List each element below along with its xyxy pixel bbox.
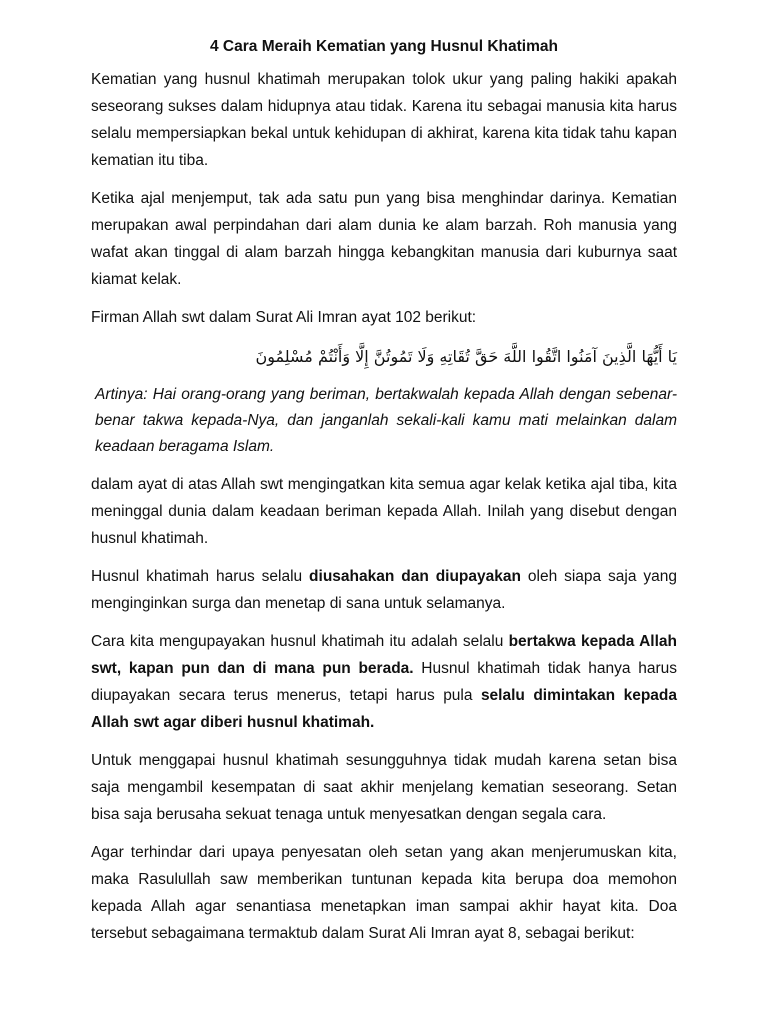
text-segment: oleh siapa saja yang menginginkan surga dan menetap di sana untuk selamanya. (91, 568, 678, 612)
bold-text: bertakwa kepada Allah swt, kapan pun dan di mana pun berada. (91, 633, 677, 677)
arabic-verse: يَا أَيُّهَا الَّذِينَ آمَنُوا اتَّقُوا اللَّهَ حَقَّ تُقَاتِهِ وَلَا تَمُوتُنَّ إِلَّا وَأَنْتُمْ مُسْلِمُونَ (255, 347, 677, 366)
text-segment: Cara kita mengupayakan husnul khatimah itu adalah selalu (91, 633, 509, 650)
paragraph-diusahakan (91, 563, 677, 617)
bold-text: selalu dimintakan kepada Allah swt agar diberi husnul khatimah. (91, 687, 677, 731)
paragraph-doa: Agar terhindar dari upaya penyesatan oleh setan yang akan menjerumuskan kita, maka Rasulullah saw memberikan tuntunan kepada kita berupa doa memohon kepada Allah agar senantiasa menetapkan iman sampai akhir hayat kita. Doa tersebut sebagaimana termaktub dalam Surat Ali Imran ayat 8, sebagai berikut: (91, 844, 677, 942)
document-title: 4 Cara Meraih Kematian yang Husnul Khatimah (210, 38, 558, 55)
paragraph-intro: Kematian yang husnul khatimah merupakan tolok ukur yang paling hakiki apakah seseorang sukses dalam hidupnya atau tidak. Karena itu sebagai manusia kita harus selalu mempersiapkan bekal untuk kehidupan di akhirat, karena kita tidak tahu kapan kematian itu tiba. (91, 71, 677, 169)
paragraph-firman: Firman Allah swt dalam Surat Ali Imran ayat 102 berikut: (91, 309, 477, 326)
text-segment: Husnul khatimah tidak hanya harus diupayakan secara terus menerus, tetapi harus pula (91, 660, 677, 704)
paragraph-cara (91, 628, 677, 736)
bold-text: diusahakan dan diupayakan (309, 568, 521, 585)
translation-paragraph: Artinya: Hai orang-orang yang beriman, bertakwalah kepada Allah dengan sebenar-benar takwa kepada-Nya, dan janganlah sekali-kali kamu mati melainkan dalam keadaan beragama Islam. (95, 386, 677, 455)
paragraph-explanation: dalam ayat di atas Allah swt mengingatkan kita semua agar kelak ketika ajal tiba, kita meninggal dunia dalam keadaan beriman kepada Allah. Inilah yang disebut dengan husnul khatimah. (91, 476, 677, 547)
text-segment: Husnul khatimah harus selalu (91, 568, 310, 585)
paragraph-ajal: Ketika ajal menjemput, tak ada satu pun yang bisa menghindar darinya. Kematian merupakan awal perpindahan dari alam dunia ke alam barzah. Roh manusia yang wafat akan tinggal di alam barzah hingga kebangkitan manusia dari kuburnya saat kiamat kelak. (91, 190, 677, 288)
paragraph-setan: Untuk menggapai husnul khatimah sesungguhnya tidak mudah karena setan bisa saja mengambil kesempatan di saat akhir menjelang kematian seseorang. Setan bisa saja berusaha sekuat tenaga untuk menyesatkan dengan segala cara. (91, 752, 677, 823)
